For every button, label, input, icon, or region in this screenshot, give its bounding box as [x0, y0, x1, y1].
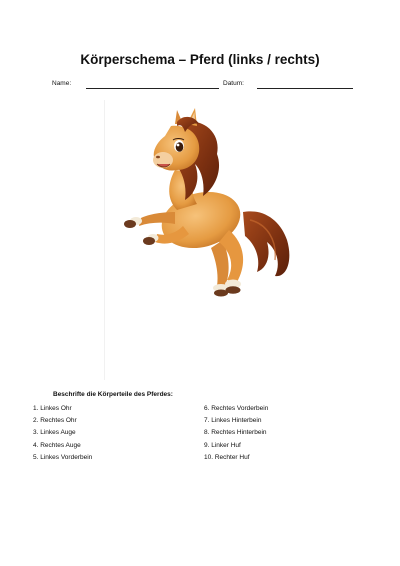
list-item: 10. Rechter Huf [204, 453, 250, 461]
list-item: 4. Rechtes Auge [33, 441, 81, 449]
list-item: 8. Rechtes Hinterbein [204, 429, 267, 437]
list-item: 7. Linkes Hinterbein [204, 417, 262, 425]
horse-illustration [105, 100, 300, 310]
name-line[interactable] [86, 88, 219, 89]
horse-hoof-left [226, 286, 241, 294]
list-item: 6. Rechtes Vorderbein [204, 405, 269, 412]
date-label: Datum: [223, 80, 244, 87]
list-item: 3. Linkes Auge [33, 429, 76, 437]
list-item: 9. Linker Huf [204, 441, 241, 449]
worksheet-title: Körperschema – Pferd (links / rechts) [80, 52, 320, 67]
task-instruction: Beschrifte die Körperteile des Pferdes: [53, 391, 173, 398]
horse-tail [243, 211, 289, 276]
date-line[interactable] [257, 88, 353, 89]
list-item: 5. Linkes Vorderbein [33, 453, 93, 461]
parts-list-right [204, 403, 268, 464]
name-date-row [0, 80, 400, 94]
list-item: 2. Rechtes Ohr [33, 417, 77, 425]
parts-list-left [33, 403, 92, 464]
name-label: Name: [52, 80, 72, 87]
list-item: 1. Linkes Ohr [33, 405, 72, 412]
